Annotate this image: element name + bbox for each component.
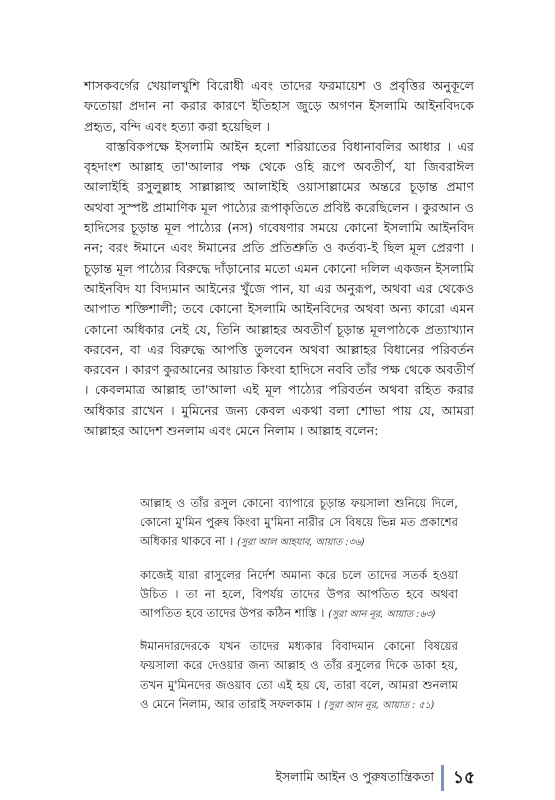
page-footer [240, 762, 540, 792]
quote-block [140, 566, 458, 625]
footer-divider [441, 765, 444, 791]
quote-text: আল্লাহ ও তাঁর রসুল কোনো ব্যাপারে চূড়ান্ত ফয়সালা শুনিয়ে দিলে, কোনো মু'মিন পুরুষ কিংবা মু'মিনা নারীর সে বিষয়ে ভিন্ন মত প্রকাশের অধিকার থাকবে না । [140, 496, 458, 549]
quote-citation: (সুরা আল আহযাব, আয়াত :৩৬) [236, 537, 365, 549]
book-title: ইসলামি আইন ও পুরুষতান্ত্রিকতা [275, 769, 434, 784]
quote-block [140, 637, 458, 715]
quotations [140, 494, 458, 728]
body-text [84, 76, 474, 441]
quote-text: ঈমানদারদেরকে যখন তাদের মধ্যকার বিবাদমান কোনো বিষয়ের ফয়সালা করে দেওয়ার জন্য আল্লাহ ও তাঁর রসুলের দিকে ডাকা হয়, তখন মু'মিনদের জওয়াব তো এই হয় যে, তারা বলে, আমরা শুনলাম ও মেনে নিলাম, আর তারাই সফলকাম । [140, 639, 458, 711]
quote-text: কাজেই যারা রাসুলের নির্দেশ অমান্য করে চলে তাদের সতর্ক হওয়া উচিত । তা না হলে, বিপর্যয় তাদের উপর আপতিত হবে অথবা আপতিত হবে তাদের উপর কঠিন শাস্তি । [140, 567, 458, 621]
paragraph: শাসকবর্গের খেয়ালখুশি বিরোধী এবং তাদের ফরমায়েশ ও প্রবৃত্তির অনুকূলে ফতোয়া প্রদান না করার কারণে ইতিহাস জুড়ে অগণন ইসলামি আইনবিদকে প্রহৃত, বন্দি এবং হত্যা করা হয়েছিল । [84, 78, 474, 134]
quote-citation: (সুরা আন নূর, আয়াত : ৫১) [323, 699, 435, 711]
quote-block [140, 494, 458, 553]
page-number: ১৫ [453, 768, 476, 788]
quote-citation: (সুরা আন নূর, আয়াত :৬৩) [328, 609, 436, 621]
paragraph: বাস্তবিকপক্ষে ইসলামি আইন হলো শরিয়াতের বিধানাবলির আধার । এর বৃহদাংশ আল্লাহ তা'আলার পক্ষ থেকে ওহি রূপে অবতীর্ণ, যা জিবরাঈল আলাইহি রসুলুল্লাহ সাল্লাল্লাহু আলাইহি ওয়াসাল্লামের অন্তরে চূড়ান্ত প্রমাণ অথবা সুস্পষ্ট প্রামাণিক মূল পাঠ্যের রূপাকৃতিতে প্রবিষ্ট করেছিলেন । কুরআন ও হাদিসের চূড়ান্ত মূল পাঠ্যের (নস) গবেষণার সময়ে কোনো ইসলামি আইনবিদ নন; বরং ঈমানে এবং ঈমানের প্রতি প্রতিশ্রুতি ও কর্তব্য-ই ছিল মূল প্রেরণা । চূড়ান্ত মূল পাঠ্যের বিরুদ্ধে দাঁড়ানোর মতো এমন কোনো দলিল একজন ইসলামি আইনবিদ যা বিদ্যমান আইনের খুঁজে পান, যা এর অনুরূপ, অথবা এর থেকেও আপাত শক্তিশালী; তবে কোনো ইসলামি আইনবিদের অথবা অন্য কারো এমন কোনো অধিকার নেই যে, তিনি আল্লাহর অবতীর্ণ চূড়ান্ত মূলপাঠকে প্রত্যাখ্যান করবেন, বা এর বিরুদ্ধে আপত্তি তুলবেন অথবা আল্লাহর বিধানের পরিবর্তন করবেন । কারণ কুরআনের আয়াত কিংবা হাদিসে নববি তাঁর পক্ষ থেকে অবতীর্ণ । কেবলমাত্র আল্লাহ তা'আলা এই মূল পাঠ্যের পরিবর্তন অথবা রহিত করার অধিকার রাখেন । মুমিনের জন্য কেবল একথা বলা শোভা পায় যে, আমরা আল্লাহর আদেশ শুনলাম এবং মেনে নিলাম । আল্লাহ বলেন: [84, 138, 474, 439]
